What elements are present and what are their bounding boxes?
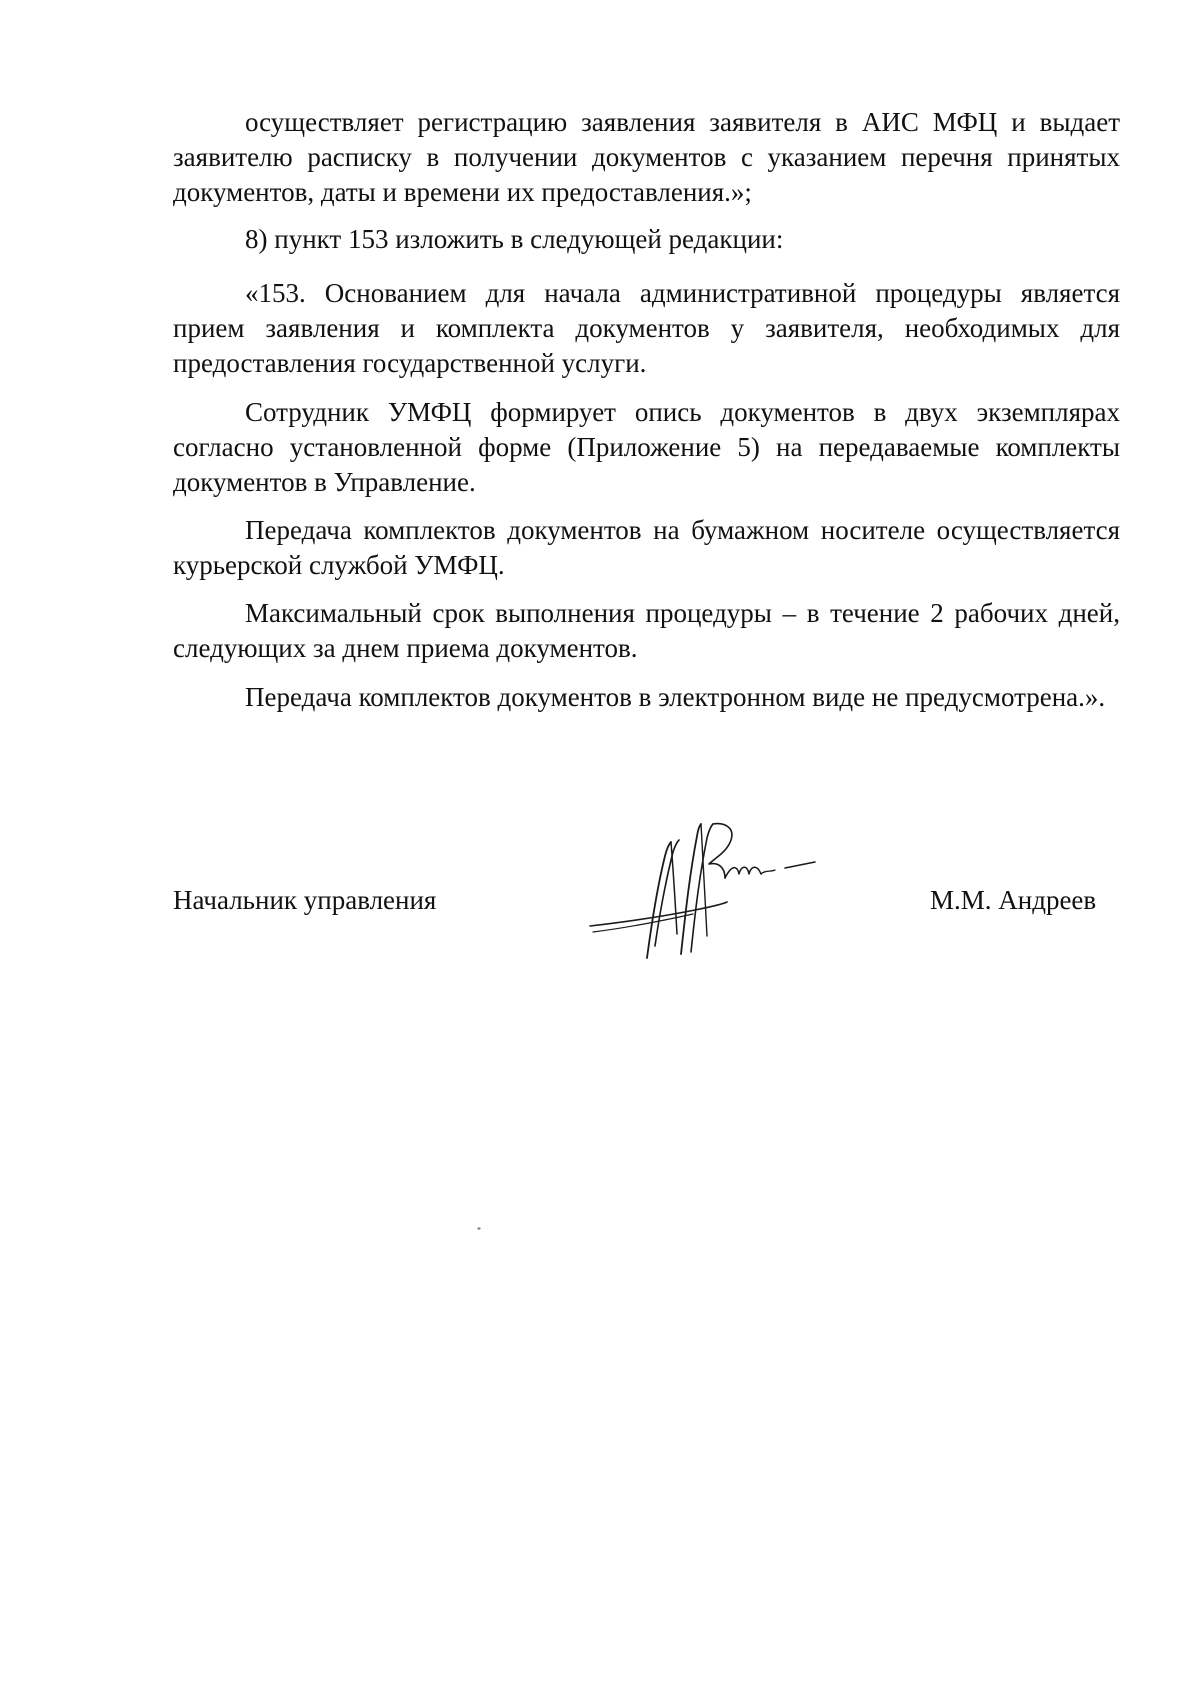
scan-speck [477, 1227, 481, 1230]
paragraph-153-basis: «153. Основанием для начала административной процедуры является прием заявления и комплекта документов у заявителя, необходимых для предоставления государственной услуги. [173, 278, 1120, 378]
signer-title: Начальник управления [173, 885, 437, 915]
paragraph-max-term: Максимальный срок выполнения процедуры – в течение 2 рабочих дней, следующих за днем приема документов. [173, 598, 1120, 663]
paragraph-paper-transfer: Передача комплектов документов на бумажном носителе осуществляется курьерской службой УМФЦ. [173, 515, 1120, 580]
paragraph-registration: осуществляет регистрацию заявления заявителя в АИС МФЦ и выдает заявителю расписку в получении документов с указанием перечня принятых документов, даты и времени их предоставления.»; [173, 107, 1120, 207]
paragraph-item-8: 8) пункт 153 изложить в следующей редакции: [245, 224, 784, 254]
signer-name: М.М. Андреев [930, 885, 1097, 915]
paragraph-electronic-transfer: Передача комплектов документов в электронном виде не предусмотрена.». [245, 682, 1106, 712]
handwritten-signature [585, 818, 825, 968]
paragraph-inventory: Сотрудник УМФЦ формирует опись документов в двух экземплярах согласно установленной форме (Приложение 5) на передаваемые комплекты документов в Управление. [173, 397, 1120, 497]
